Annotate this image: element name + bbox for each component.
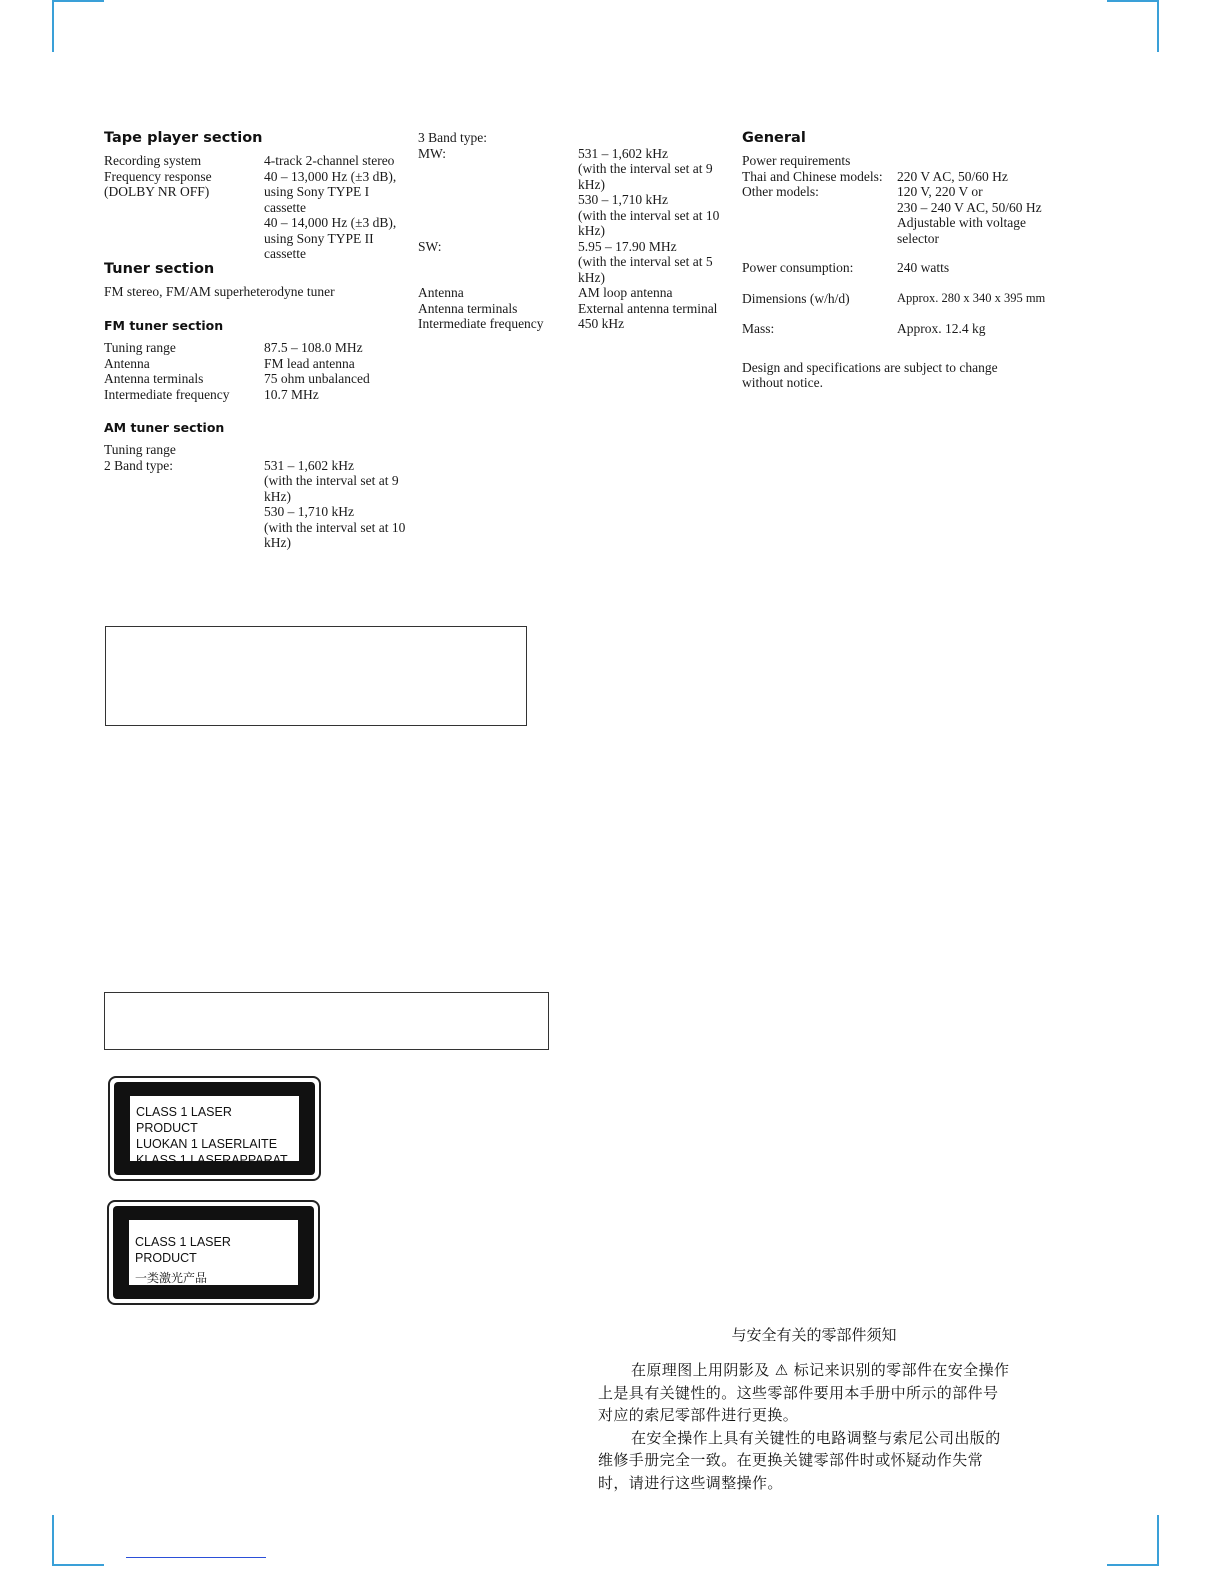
change-notice-line2: without notice. bbox=[742, 375, 823, 390]
power-consumption-row bbox=[742, 260, 1062, 276]
spec-value: kHz) bbox=[264, 535, 291, 550]
spec-row bbox=[418, 130, 738, 146]
safety-p1-line2: 上是具有关键性的。这些零部件要用本手册中所示的部件号 bbox=[598, 1383, 999, 1402]
spec-value: (with the interval set at 9 bbox=[264, 473, 399, 488]
laser-label-border bbox=[114, 1082, 315, 1175]
spec-row bbox=[418, 316, 738, 332]
spec-row bbox=[418, 285, 738, 301]
spec-value: kHz) bbox=[578, 269, 605, 285]
spec-value: 531 – 1,602 kHz bbox=[264, 457, 354, 473]
spec-label: 3 Band type: bbox=[418, 130, 487, 145]
spec-value: 5.95 – 17.90 MHz bbox=[578, 238, 677, 254]
crop-mark-top-left-h bbox=[52, 0, 104, 2]
spec-label bbox=[742, 215, 897, 231]
safety-p1-line1: 在原理图上用阴影及 ⚠ 标记来识别的零部件在安全操作 bbox=[631, 1361, 1010, 1379]
tuner-section bbox=[104, 260, 414, 300]
spec-label: Power consumption: bbox=[742, 260, 854, 275]
spec-value: 220 V AC, 50/60 Hz bbox=[897, 168, 1008, 184]
spec-row bbox=[742, 153, 1062, 169]
spec-label: Recording system bbox=[104, 153, 202, 168]
safety-p1-line3: 对应的索尼零部件进行更换。 bbox=[598, 1406, 799, 1424]
spec-value: 530 – 1,710 kHz bbox=[264, 504, 354, 519]
spec-label: Antenna bbox=[104, 355, 150, 371]
laser-class-label-1 bbox=[108, 1076, 321, 1181]
general-heading: General bbox=[742, 130, 806, 146]
spec-value: 120 V, 220 V or bbox=[897, 184, 983, 199]
spec-value bbox=[897, 153, 1062, 169]
laser-label-text bbox=[129, 1220, 298, 1285]
spec-label: Power requirements bbox=[742, 153, 851, 168]
spec-label bbox=[104, 473, 264, 489]
spec-label bbox=[104, 504, 264, 520]
spec-label: Other models: bbox=[742, 184, 819, 199]
footer-rule bbox=[126, 1557, 266, 1558]
spec-row bbox=[104, 231, 414, 247]
spec-value: 10.7 MHz bbox=[264, 386, 319, 402]
safety-title: 与安全有关的零部件须知 bbox=[731, 1326, 897, 1344]
crop-mark-top-right-v bbox=[1157, 0, 1159, 52]
spec-value: 87.5 – 108.0 MHz bbox=[264, 340, 363, 355]
crop-mark-top-left-v bbox=[52, 0, 54, 52]
spec-value: kHz) bbox=[578, 223, 605, 238]
fm-section bbox=[104, 318, 414, 402]
spec-row bbox=[104, 504, 424, 520]
spec-value: kHz) bbox=[264, 488, 291, 504]
change-notice-line1: Design and specifications are subject to change bbox=[742, 359, 998, 375]
spec-value: using Sony TYPE I bbox=[264, 184, 370, 199]
spec-value: using Sony TYPE II bbox=[264, 230, 374, 246]
spec-row bbox=[742, 184, 1062, 200]
spec-label: Antenna bbox=[418, 285, 464, 300]
spec-label: Tuning range bbox=[104, 340, 176, 355]
spec-label: MW: bbox=[418, 145, 446, 161]
spec-label bbox=[418, 177, 578, 193]
safety-notice bbox=[598, 1325, 1038, 1494]
laser-label-text bbox=[130, 1096, 299, 1167]
safety-p2-line1: 在安全操作上具有关键性的电路调整与索尼公司出版的 bbox=[631, 1428, 1001, 1447]
laser-line-1: CLASS 1 LASER PRODUCT bbox=[135, 1235, 231, 1265]
spec-value: (with the interval set at 9 bbox=[578, 161, 713, 176]
spec-label: Antenna terminals bbox=[418, 300, 518, 316]
spec-row bbox=[104, 184, 414, 200]
spec-label bbox=[418, 270, 578, 286]
spec-value: selector bbox=[897, 230, 939, 246]
spec-row bbox=[104, 520, 424, 536]
spec-value: (with the interval set at 10 bbox=[578, 207, 720, 223]
spec-label: (DOLBY NR OFF) bbox=[104, 184, 210, 199]
spec-label: Intermediate frequency bbox=[104, 386, 230, 402]
crop-mark-bottom-right-h bbox=[1107, 1564, 1159, 1566]
spec-row bbox=[742, 200, 1062, 216]
spec-value: (with the interval set at 10 bbox=[264, 519, 406, 535]
laser-class-label-2 bbox=[107, 1200, 320, 1305]
spec-value: 530 – 1,710 kHz bbox=[578, 192, 668, 207]
laser-label-border bbox=[113, 1206, 314, 1299]
spec-row bbox=[104, 371, 414, 387]
safety-p2-line2: 维修手册完全一致。在更换关键零部件时或怀疑动作失常 bbox=[598, 1451, 984, 1469]
laser-line-1: CLASS 1 LASER PRODUCT bbox=[136, 1105, 232, 1135]
laser-line-2: LUOKAN 1 LASERLAITE bbox=[136, 1137, 278, 1151]
spec-label: Frequency response bbox=[104, 168, 212, 184]
spec-row bbox=[104, 153, 414, 169]
general-section bbox=[742, 129, 1062, 391]
fm-heading: FM tuner section bbox=[104, 318, 224, 333]
spec-value: 531 – 1,602 kHz bbox=[578, 145, 668, 161]
spec-row bbox=[418, 223, 738, 239]
spec-value: 4-track 2-channel stereo bbox=[264, 153, 395, 168]
tape-spec-list bbox=[104, 153, 414, 262]
spec-label bbox=[742, 231, 897, 247]
laser-line-3: KLASS 1 LASERAPPARAT bbox=[136, 1153, 288, 1167]
spec-label bbox=[742, 200, 897, 216]
spec-value: cassette bbox=[264, 246, 306, 261]
spec-row bbox=[418, 208, 738, 224]
spec-row bbox=[418, 270, 738, 286]
crop-mark-top-right-h bbox=[1107, 0, 1159, 2]
crop-mark-bottom-left-h bbox=[52, 1564, 104, 1566]
spec-label bbox=[104, 535, 264, 551]
crop-mark-bottom-right-v bbox=[1157, 1515, 1159, 1566]
spec-value: Approx. 280 x 340 x 395 mm bbox=[897, 290, 1046, 305]
spec-label: Dimensions (w/h/d) bbox=[742, 290, 850, 306]
spec-value: FM lead antenna bbox=[264, 355, 355, 371]
spec-label: Intermediate frequency bbox=[418, 316, 544, 331]
tuner-heading: Tuner section bbox=[104, 261, 215, 277]
spec-row bbox=[418, 239, 738, 255]
am-section bbox=[104, 420, 424, 551]
spec-value: 450 kHz bbox=[578, 316, 625, 331]
spec-label bbox=[418, 223, 578, 239]
tape-section bbox=[104, 129, 414, 262]
spec-value: 240 watts bbox=[897, 260, 950, 275]
band3-section bbox=[418, 130, 738, 332]
spec-value: Approx. 12.4 kg bbox=[897, 321, 986, 336]
spec-label: Tuning range bbox=[104, 442, 176, 457]
spec-value bbox=[264, 442, 424, 458]
laser-line-2: 一类激光产品 bbox=[135, 1271, 208, 1285]
empty-frame-upper bbox=[105, 626, 527, 726]
tape-heading: Tape player section bbox=[104, 130, 263, 146]
spec-label bbox=[104, 215, 264, 231]
spec-label: SW: bbox=[418, 238, 442, 254]
spec-value: 230 – 240 V AC, 50/60 Hz bbox=[897, 199, 1042, 215]
spec-row bbox=[418, 177, 738, 193]
safety-p2-line3: 时，请进行这些调整操作。 bbox=[598, 1473, 783, 1492]
spec-label bbox=[104, 520, 264, 536]
spec-label bbox=[418, 161, 578, 177]
spec-row bbox=[104, 200, 414, 216]
spec-row bbox=[742, 169, 1062, 185]
spec-row bbox=[742, 215, 1062, 231]
spec-row bbox=[104, 535, 424, 551]
spec-row bbox=[418, 161, 738, 177]
spec-value: (with the interval set at 5 bbox=[578, 254, 713, 269]
spec-label: 2 Band type: bbox=[104, 457, 173, 473]
spec-row bbox=[418, 301, 738, 317]
spec-label bbox=[104, 231, 264, 247]
spec-label bbox=[418, 192, 578, 208]
spec-value bbox=[578, 130, 738, 146]
spec-value: AM loop antenna bbox=[578, 285, 673, 300]
empty-frame-lower bbox=[104, 992, 549, 1050]
crop-mark-bottom-left-v bbox=[52, 1515, 54, 1566]
spec-value: External antenna terminal bbox=[578, 300, 718, 316]
spec-row bbox=[418, 146, 738, 162]
am-heading: AM tuner section bbox=[104, 420, 225, 435]
spec-label bbox=[418, 208, 578, 224]
spec-label: Mass: bbox=[742, 321, 775, 336]
spec-row bbox=[104, 442, 424, 458]
spec-row bbox=[104, 387, 414, 403]
spec-value: 40 – 13,000 Hz (±3 dB), bbox=[264, 168, 397, 184]
tuner-description: FM stereo, FM/AM superheterodyne tuner bbox=[104, 284, 335, 299]
spec-row bbox=[104, 458, 424, 474]
spec-value: Adjustable with voltage bbox=[897, 215, 1026, 230]
spec-row bbox=[104, 489, 424, 505]
spec-row bbox=[418, 192, 738, 208]
spec-row bbox=[104, 473, 424, 489]
safety-body bbox=[598, 1359, 1038, 1494]
spec-row bbox=[418, 254, 738, 270]
spec-value: 40 – 14,000 Hz (±3 dB), bbox=[264, 215, 397, 230]
spec-label bbox=[104, 200, 264, 216]
spec-label: Thai and Chinese models: bbox=[742, 168, 883, 184]
spec-value: cassette bbox=[264, 199, 306, 215]
spec-row bbox=[104, 340, 414, 356]
spec-label: Antenna terminals bbox=[104, 371, 204, 386]
spec-row bbox=[742, 231, 1062, 247]
mass-row bbox=[742, 321, 1062, 337]
spec-value: 75 ohm unbalanced bbox=[264, 371, 370, 386]
spec-value: kHz) bbox=[578, 176, 605, 192]
dimensions-row bbox=[742, 291, 1062, 307]
spec-row bbox=[104, 215, 414, 231]
spec-label bbox=[418, 254, 578, 270]
spec-row bbox=[104, 356, 414, 372]
spec-label bbox=[104, 489, 264, 505]
spec-row bbox=[104, 169, 414, 185]
